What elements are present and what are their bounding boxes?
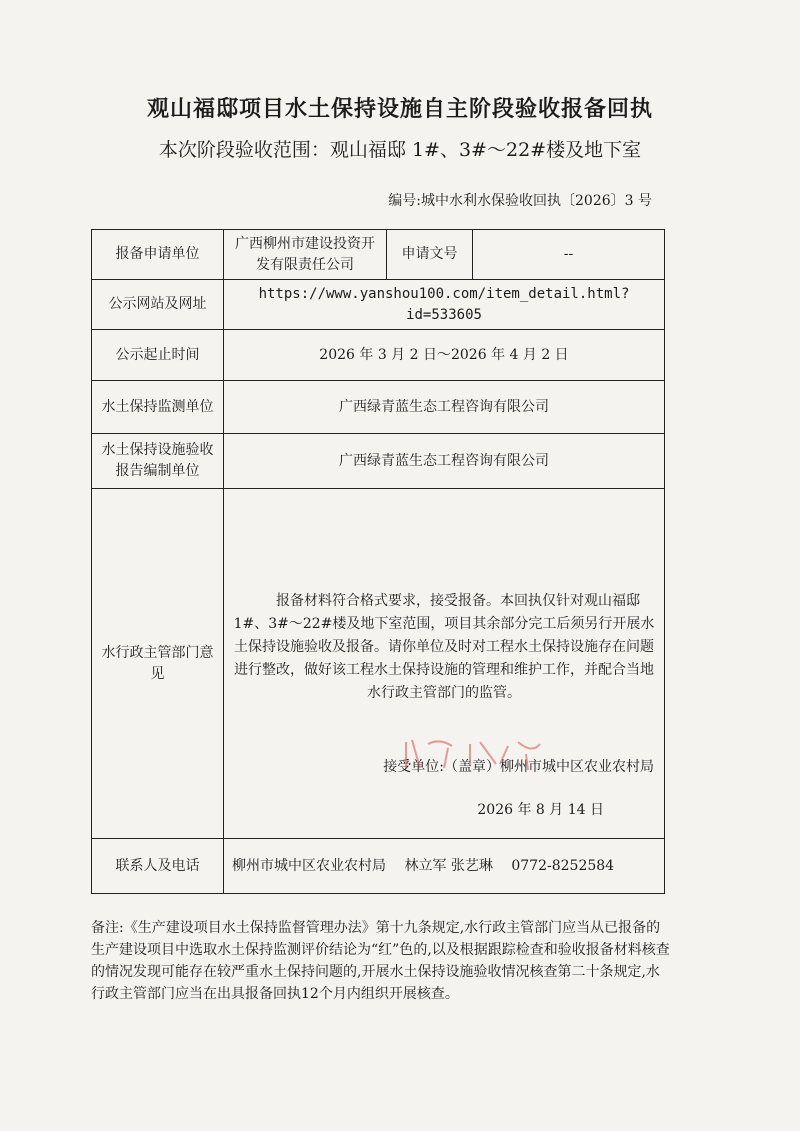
- row-report: [92, 434, 665, 489]
- row-monitor: [92, 381, 665, 434]
- report-label: 水土保持设施验收报告编制单位: [92, 434, 224, 489]
- row-applicant: [92, 230, 665, 280]
- opinion-date: 2026 年 8 月 14 日: [477, 801, 604, 818]
- applicant-label: 报备申请单位: [92, 230, 224, 280]
- monitor-value: 广西绿青蓝生态工程咨询有限公司: [224, 381, 665, 434]
- row-opinion: [92, 489, 665, 839]
- opinion-label: 水行政主管部门意见: [92, 489, 224, 839]
- opinion-signature: 接受单位:（盖章）柳州市城中区农业农村局: [383, 758, 654, 775]
- applicant-value: 广西柳州市建设投资开发有限责任公司: [224, 230, 387, 280]
- website-label: 公示网站及网址: [92, 280, 224, 330]
- website-url: https://www.yanshou100.com/item_detail.html?id=533605: [224, 280, 665, 330]
- contact-phone: 0772-8252584: [511, 857, 615, 874]
- monitor-label: 水土保持监测单位: [92, 381, 224, 434]
- doc-no-value: --: [473, 230, 665, 280]
- remark-note: 备注:《生产建设项目水土保持监督管理办法》第十九条规定,水行政主管部门应当从已报备的生产建设项目中选取水土保持监测评价结论为“红”色的,以及根据跟踪检查和验收报备材料核查的情况发现可能存在较严重水土保持问题的,开展水土保持设施验收情况核查第二十条规定,水行政主管部门应当在出具报备回执12个月内组织开展核查。: [91, 920, 670, 1002]
- contact-value: [224, 839, 665, 894]
- contact-org: 柳州市城中区农业农村局: [232, 857, 386, 874]
- opinion-cell: [224, 489, 665, 839]
- period-label: 公示起止时间: [92, 330, 224, 381]
- period-value: 2026 年 3 月 2 日～2026 年 4 月 2 日: [224, 330, 665, 381]
- report-value: 广西绿青蓝生态工程咨询有限公司: [224, 434, 665, 489]
- row-contact: [92, 839, 665, 894]
- document-title: 观山福邸项目水土保持设施自主阶段验收报备回执: [146, 96, 653, 122]
- contact-label: 联系人及电话: [92, 839, 224, 894]
- document-subtitle: 本次阶段验收范围：观山福邸 1#、3#～22#楼及地下室: [158, 139, 642, 161]
- contact-names: 林立军 张艺琳: [404, 857, 493, 874]
- opinion-text: 报备材料符合格式要求，接受报备。本回执仅针对观山福邸 1#、3#～22#楼及地下室范围，项目其余部分完工后须另行开展水土保持设施验收及报备。请你单位及时对工程水土保持设施存在问题进行整改，做好该工程水土保持设施的管理和维护工作，并配合当地水行政主管部门的监管。: [233, 592, 655, 701]
- row-website: [92, 280, 665, 330]
- doc-no-label: 申请文号: [387, 230, 473, 280]
- document-number: 编号:城中水利水保验收回执〔2026〕3 号: [388, 193, 652, 209]
- row-period: [92, 330, 665, 381]
- filing-form-table: [91, 229, 665, 894]
